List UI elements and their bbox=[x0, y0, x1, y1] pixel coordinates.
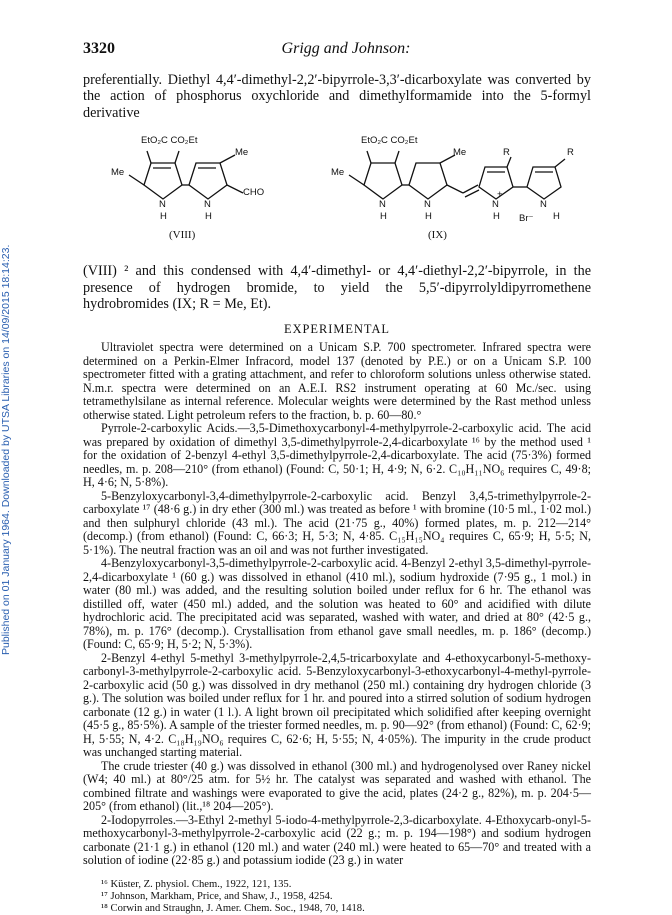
ix-nitrogen-4: N bbox=[540, 199, 547, 211]
experimental-paragraph: Pyrrole-2-carboxylic Acids.—3,5-Dimethoxycarbonyl-4-methylpyrrole-2-carboxylic acid. The acid was prepared by oxidation of dimethyl 3,5-dimethylpyrrole-2,4-dicarboxylate ¹⁶ by the method used ¹ for the oxidation of 2-benzyl 4-ethyl 3,5-dimethylpyrrole-2,4-dicarboxylate. The acid (75·3%) formed needles, m. p. 208—210° (from ethanol) (Found: C, 50·1; H, 4·9; N, 6·2. C₁₀H₁₁NO₆ requires C, 49·8; H, 4·6; N, 5·8%). bbox=[83, 421, 591, 490]
formula-ix-bonds bbox=[349, 151, 565, 199]
ix-hydrogen-1: H bbox=[380, 211, 387, 223]
section-heading: EXPERIMENTAL bbox=[284, 322, 390, 337]
footnote: ¹⁶ Küster, Z. physiol. Chem., 1922, 121, 135. bbox=[101, 878, 292, 890]
experimental-paragraph: 5-Benzyloxycarbonyl-3,4-dimethylpyrrole-2-carboxylic acid. Benzyl 3,4,5-trimethylpyrrole-2-carboxylate ¹⁷ (48·6 g.) in dry ether (300 ml.) was treated as before ¹ with bromine (10·5 ml., 1·02 mol.) and then sulphuryl chloride (43 ml.). The acid (21·75 g., 40%) formed plates, m. p. 212—214° (decomp.) (from ethanol) (Found: C, 66·3; H, 5·3; N, 4·85. C₁₅H₁₅NO₄ requires C, 65·9; H, 5·5; N, 5·1%). The neutral fraction was an oil and was not further investigated. bbox=[83, 488, 591, 557]
experimental-paragraph: Ultraviolet spectra were determined on a Unicam S.P. 700 spectrometer. Infrared spectra were determined on a Perkin-Elmer Infracord, model 137 (denoted by P.E.) or on a Unicam S.P. 100 spectrometer fitted with a grating attachment, and refer to chloroform solutions unless otherwise stated. N.m.r. spectra were determined on an A.E.I. RS2 instrument operating at 60 Mc./sec. using tetramethylsilane as internal reference. Molecular weights were determined by the Rast method unless otherwise stated. Light petroleum refers to the fraction, b. p. 60—80.° bbox=[83, 340, 591, 422]
structural-formulas bbox=[83, 127, 591, 257]
viii-ester-groups: EtO₂C CO₂Et bbox=[141, 135, 198, 147]
viii-hydrogen-1: H bbox=[160, 211, 167, 223]
viii-methyl-right: Me bbox=[235, 147, 249, 159]
ix-bromide: Br⁻ bbox=[519, 213, 534, 225]
viii-caption: (VIII) bbox=[169, 229, 196, 242]
viii-nitrogen-2: N bbox=[204, 199, 211, 211]
experimental-paragraph: The crude triester (40 g.) was dissolved in ethanol (300 ml.) and hydrogenolysed over Raney nickel (W4; 40 ml.) at 80°/25 atm. for 5½ hr. The catalyst was separated and washed with ethanol. The combined filtrate and washings were evaporated to give the acid, plates (24·2 g., 82%), m. p. 204·5—205° (from ethanol) (lit.,¹⁸ 204—205°). bbox=[83, 758, 591, 814]
ix-hydrogen-4: H bbox=[553, 211, 560, 223]
viii-hydrogen-2: H bbox=[205, 211, 212, 223]
formula-viii-bonds bbox=[129, 151, 243, 199]
ix-r-right: R bbox=[567, 147, 574, 159]
page-body bbox=[83, 72, 591, 915]
ix-nitrogen-3: N bbox=[492, 199, 499, 211]
ix-caption: (IX) bbox=[428, 229, 447, 242]
ix-positive-charge: + bbox=[497, 189, 503, 201]
page-number: 3320 bbox=[83, 40, 115, 57]
ix-hydrogen-3: H bbox=[493, 211, 500, 223]
experimental-paragraph: 2-Iodopyrroles.—3-Ethyl 2-methyl 5-iodo-4-methylpyrrole-2,3-dicarboxylate. 4-Ethoxycarb-onyl-5-methoxycarbonyl-3-methylpyrrole-2-carboxylic acid (22 g.; m. p. 194—198°) and sodium hydrogen carbonate (21·1 g.) in ethanol (120 ml.) and water (240 ml.) were heated to 65—70° and treated with a solution of iodine (22·85 g.) and potassium iodide (23 g.) in water bbox=[83, 812, 591, 868]
viii-methyl-left: Me bbox=[111, 167, 125, 179]
formula-drawing bbox=[83, 127, 591, 257]
ix-hydrogen-2: H bbox=[425, 211, 432, 223]
viii-formyl: CHO bbox=[243, 187, 265, 199]
ix-nitrogen-2: N bbox=[424, 199, 431, 211]
footnote: ¹⁷ Johnson, Markham, Price, and Shaw, J., 1958, 4254. bbox=[101, 890, 333, 902]
intro-paragraph: preferentially. Diethyl 4,4′-dimethyl-2,2′-bipyrrole-3,3′-dicarboxylate was converted by the action of phosphorus oxychloride and dimethylformamide into the 5-formyl derivative bbox=[83, 72, 591, 121]
intro-continuation: (VIII) ² and this condensed with 4,4′-dimethyl- or 4,4′-diethyl-2,2′-bipyrrole, in the presence of hydrogen bromide, to yield the 5,5′-dipyrrolyldipyrromethene hydrobromides (IX; R = Me, Et). bbox=[83, 263, 591, 313]
ix-methyl-left: Me bbox=[331, 167, 345, 179]
experimental-paragraph: 4-Benzyloxycarbonyl-3,5-dimethylpyrrole-2-carboxylic acid. 4-Benzyl 2-ethyl 3,5-dimethyl-pyrrole-2,4-dicarboxylate ¹ (60 g.) was dissolved in ethanol (410 ml.), sodium hydroxide (7·95 g., 1 mol.) in water (80 ml.) was added, and the resulting solution boiled under reflux for 6 hr. The ethanol was distilled off, water (450 ml.) added, and the solution was heated to 60° and acidified with dilute hydrochloric acid. The precipitated acid was separated, washed with water, and dried at 80° (42·5 g., 78%), m. p. 176° (decomp.). Crystallisation from ethanol gave small needles, m. p. 186° (decomp.) (Found: C, 65·9; H, 5·2; N, 5·3%). bbox=[83, 556, 591, 652]
ix-methyl-right: Me bbox=[453, 147, 467, 159]
viii-nitrogen-1: N bbox=[159, 199, 166, 211]
experimental-paragraph: 2-Benzyl 4-ethyl 5-methyl 3-methylpyrrole-2,4,5-tricarboxylate and 4-ethoxycarbonyl-5-methoxy-carbonyl-3-methylpyrrole-2-carboxylic acid. 5-Benzyloxycarbonyl-3-ethoxycarbonyl-4-methyl-pyrrole-2-carboxylic acid (50 g.) was dissolved in dry methanol (250 ml.) containing dry hydrogen chloride (3 g.). The solution was boiled under reflux for 1 hr. and poured into a stirred solution of sodium hydrogen carbonate (12 g.) in water (1 l.). A light brown oil precipitated which solidified after keeping overnight (45·5 g., 85·5%). A sample of the triester formed needles, m. p. 90—92° (from ethanol) (Found: C, 62·9; H, 5·55; N, 4·2. C₁₈H₁₉NO₆ requires C, 62·6; H, 5·55; N, 4·05%). The impurity in the crude product was unchanged starting material. bbox=[83, 650, 591, 760]
ix-ester-groups: EtO₂C CO₂Et bbox=[361, 135, 418, 147]
footnote: ¹⁸ Corwin and Straughn, J. Amer. Chem. Soc., 1948, 70, 1418. bbox=[101, 902, 365, 914]
running-title: Grigg and Johnson: bbox=[281, 40, 411, 57]
footnotes bbox=[83, 879, 591, 915]
download-watermark[interactable]: Published on 01 January 1964. Downloaded by UTSA Libraries on 14/09/2015 18:14:23. bbox=[0, 244, 12, 656]
ix-nitrogen-1: N bbox=[379, 199, 386, 211]
ix-r-left: R bbox=[503, 147, 510, 159]
